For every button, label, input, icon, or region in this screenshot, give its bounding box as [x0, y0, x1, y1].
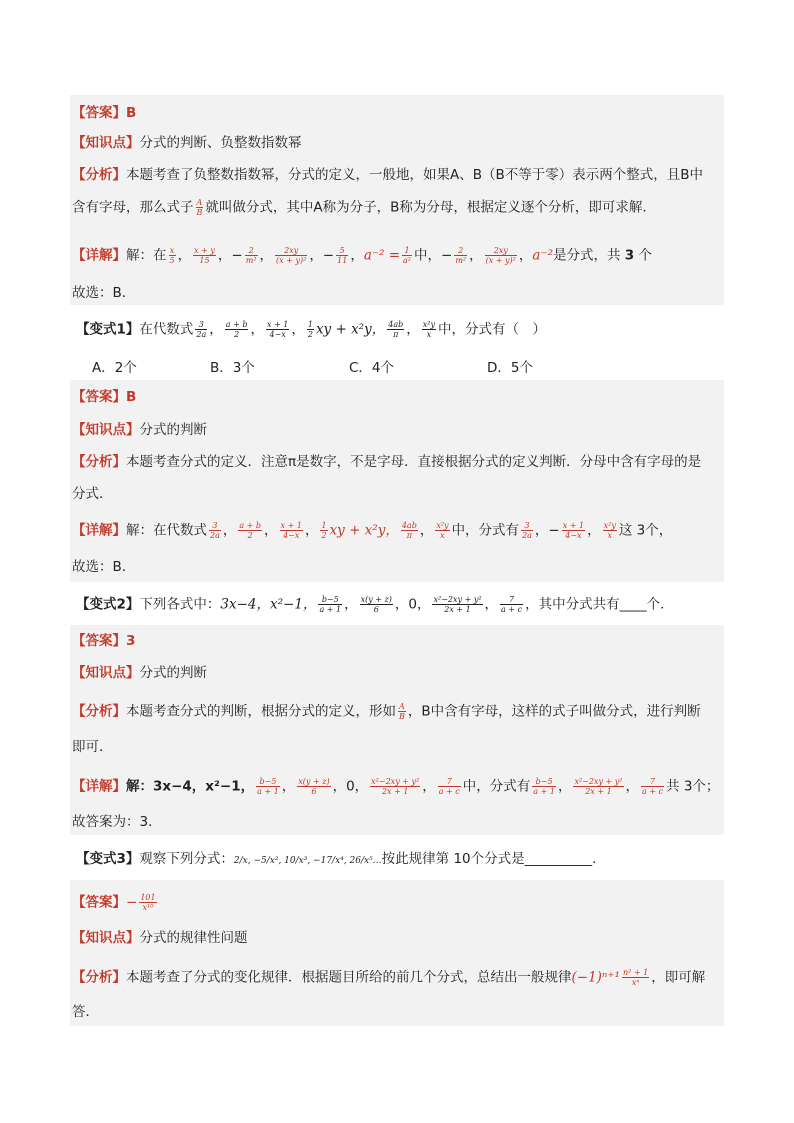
answer-line [72, 388, 136, 406]
denominator: a² [403, 256, 411, 265]
numerator: 2xy [275, 246, 307, 256]
analysis-text: 本题考查了分式的变化规律．根据题目所给的前几个分式，总结出一般规律 [126, 969, 572, 986]
analysis-line-2 [72, 485, 113, 503]
conclusion-line [72, 813, 162, 831]
kp-text: 分式的判断 [139, 665, 207, 681]
numerator: 3 [209, 521, 221, 531]
fraction [485, 246, 517, 265]
kp-tag: 【知识点】 [72, 665, 140, 681]
analysis-line-1 [72, 453, 701, 471]
fraction [209, 521, 221, 540]
answer-block-3 [70, 625, 724, 835]
conclusion-text: 故选：B． [72, 559, 136, 575]
fraction [245, 246, 258, 265]
kp-tag: 【知识点】 [72, 930, 140, 946]
fraction [238, 521, 262, 540]
variant-2-question: 【变式2】下列各式中：3x−4，x²−1， $\frac{b-5}{a + 1}$ ， $\frac{x(y + z)}{6}$ ，0， $\frac{\text{x²−2xy + y²}}{2x + 1}$ ， $\frac{7}{a + c}$ ，其中分式共有____个． [76, 595, 674, 614]
denominator: a + c [438, 787, 460, 796]
detail-text: 中，分式有 [451, 522, 520, 539]
analysis-line-1 [72, 968, 705, 987]
denominator: a + c [501, 605, 523, 614]
variant-1-question: 【变式1】在代数式 $\frac{3}{2a}$ ， $\frac{a + b}{2}$ ， $\frac{x + 1}{4-x}$ ， $\frac{1}{2}$ xy + x²y， $\frac{4ab}{\pi}$ ， $\frac{\text{x²y}}{x}$ 中，分式有（ ） [76, 320, 546, 339]
denominator: B [399, 712, 405, 721]
detail-tag: 【详解】 [72, 778, 126, 795]
denominator: m² [245, 256, 257, 265]
fraction [225, 320, 249, 339]
numerator: b−5 [318, 595, 342, 605]
numerator: 3 [521, 521, 533, 531]
variant-tag: 【变式3】 [76, 851, 140, 867]
numerator: A [399, 702, 405, 711]
fraction [195, 320, 207, 339]
denominator: m² [455, 256, 467, 265]
denominator: 2x + 1 [381, 787, 409, 796]
detail-text: 是分式，共 [552, 247, 621, 264]
denominator: π [406, 531, 412, 540]
conclusion-line [72, 284, 135, 302]
numerator: a + b [239, 521, 262, 530]
fraction [521, 521, 533, 540]
denominator: 15 [199, 256, 210, 265]
fraction [603, 521, 617, 540]
numerator: 3 [195, 320, 207, 330]
fraction [573, 777, 623, 796]
fraction [193, 246, 216, 265]
detail-tag: 【详解】 [72, 522, 126, 539]
denominator: a + c [642, 787, 664, 796]
analysis-text: 本题考查分式的定义．注意π是数字，不是字母．直接根据分式的定义判断．分母中含有字母的是 [126, 454, 702, 470]
analysis-tag: 【分析】 [72, 167, 126, 183]
answer-sign: − [126, 894, 138, 911]
fraction [266, 320, 289, 339]
analysis-text: 分式． [72, 486, 113, 502]
numerator: x²−2xy + y² [433, 595, 482, 604]
denominator: π [393, 330, 399, 339]
fraction [532, 777, 556, 796]
denominator: (x + y)² [485, 256, 516, 265]
numerator: b−5 [532, 777, 556, 787]
analysis-text: 就叫做分式，其中A称为分子，B称为分母，根据定义逐个分析，即可求解． [205, 199, 656, 216]
detail-text: 中，分式有 [462, 778, 531, 795]
knowledge-point-line [72, 664, 207, 682]
analysis-line-1 [72, 702, 701, 721]
detail-text: 中， [414, 247, 441, 264]
fraction [432, 595, 482, 614]
fraction [438, 777, 461, 796]
answer-value: B [126, 389, 137, 405]
denominator: a + 1 [533, 787, 555, 796]
analysis-text: ，B中含有字母，这样的式子叫做分式，进行判断 [407, 703, 701, 720]
analysis-line-2 [72, 198, 656, 217]
variant-3-question [76, 850, 606, 870]
analysis-line-1 [72, 166, 703, 184]
fraction [398, 702, 406, 721]
numerator: 2 [245, 246, 258, 256]
denominator: x [440, 531, 445, 540]
option-c[interactable]: C．4个 [349, 360, 395, 376]
question-text: ，其中分式共有____个． [525, 596, 674, 613]
detail-text: 解：在 [126, 247, 167, 264]
detail-text: 共 3个； [666, 778, 720, 795]
numerator: x²−2xy + y² [371, 777, 420, 786]
answer-fraction [139, 893, 156, 912]
numerator: x + 1 [562, 521, 585, 530]
math-expr: (−1)ⁿ⁺¹ [571, 969, 620, 986]
detail-text: 解：3x−4，x²−1， [126, 778, 255, 795]
kp-tag: 【知识点】 [72, 422, 140, 438]
denominator: x [426, 330, 432, 339]
analysis-text: ，即可解 [651, 969, 706, 986]
math-expr: a⁻² [532, 247, 553, 264]
denominator: a + 1 [257, 787, 279, 796]
conclusion-text: 故选：B． [72, 285, 136, 301]
question-text: 下列各式中： [139, 596, 221, 613]
numerator: 1 [402, 246, 412, 256]
fraction [297, 777, 330, 796]
denominator: 4−x [283, 531, 300, 540]
knowledge-point-line [72, 929, 248, 947]
detail-tag: 【详解】 [72, 247, 126, 264]
math-expr: xy + x²y， [315, 321, 386, 338]
knowledge-point-line [72, 134, 302, 152]
denominator: 4−x [565, 531, 582, 540]
denominator: 6 [373, 605, 379, 614]
fraction [402, 246, 412, 265]
fraction [307, 320, 314, 339]
question-text: 观察下列分式： [139, 851, 234, 867]
denominator: B [196, 208, 203, 217]
denominator: 2a [196, 330, 207, 339]
math-expr: 0， [346, 778, 369, 795]
answer-block-4 [70, 880, 724, 1026]
answer-line [72, 632, 135, 650]
detail-line: 【详解】解：在 $\frac{x}{5}$ ， $\frac{x + y}{15}$ ，− $\frac{2}{\text{m²}}$ ， $\frac{2xy}{\text{(x + y)²}}$ ，− $\frac{5}{11}$ ，a⁻² = $\frac{1}{\text{a²}}$ 中，− $\frac{2}{\text{m²}}$ ， $\frac{2xy}{\text{(x + y)²}}$ ，a⁻²是分式，共 3 个 [72, 246, 652, 265]
numerator: x²y [603, 521, 616, 530]
denominator: 2x + 1 [444, 605, 471, 614]
numerator: x + y [194, 246, 215, 255]
numerator: x(y + z) [360, 595, 392, 604]
fraction [370, 777, 420, 796]
answer-block-2 [70, 380, 724, 582]
numerator: 7 [500, 595, 523, 605]
answer-line [72, 104, 136, 122]
option-b[interactable]: B．3个 [210, 360, 255, 376]
denominator: x [607, 531, 612, 540]
analysis-line-2 [72, 1003, 99, 1021]
numerator: x + 1 [280, 521, 302, 530]
math-expr: 0， [408, 596, 431, 613]
numerator: 1 [307, 320, 313, 329]
kp-text: 分式的判断、负整数指数幂 [139, 135, 302, 151]
fraction [435, 521, 449, 540]
numerator: n² + 1 [622, 968, 649, 977]
fraction [336, 246, 348, 265]
numerator: 2 [454, 246, 467, 256]
denominator: 5 [169, 256, 175, 265]
math-expr: 3x−4， [220, 596, 271, 613]
fraction [562, 521, 585, 540]
numerator: x²y [422, 320, 435, 329]
denominator: 2 [247, 531, 253, 540]
question-text: 在代数式 [139, 321, 194, 338]
fraction [422, 320, 436, 339]
answer-tag: 【答案】 [72, 633, 126, 649]
math-expr: a⁻² = [363, 247, 401, 264]
fraction [360, 595, 393, 614]
denominator: 2 [307, 330, 313, 339]
denominator: 2x + 1 [585, 787, 612, 796]
variant-tag: 【变式2】 [76, 596, 140, 613]
numerator: 7 [438, 777, 461, 787]
math-expr: x²−1， [270, 596, 317, 613]
analysis-text: 含有字母，那么式子 [72, 199, 194, 216]
answer-value: B [126, 105, 137, 121]
detail-text: 解：在代数式 [126, 522, 207, 539]
question-text: 中，分式有（ ） [437, 321, 546, 338]
numerator: x²−2xy + y² [574, 777, 623, 786]
denominator: 2 [234, 330, 240, 339]
numerator: x(y + z) [298, 777, 330, 786]
denominator: xⁿ [631, 978, 640, 987]
conclusion-line [72, 558, 135, 576]
analysis-text: 本题考查分式的判断，根据分式的定义，形如 [126, 703, 396, 720]
denominator: (x + y)² [276, 256, 307, 265]
denominator: 11 [337, 256, 348, 265]
fraction [320, 521, 327, 540]
knowledge-point-line [72, 421, 207, 439]
analysis-text: 本题考查了负整数指数幂，分式的定义，一般地，如果A、B（B不等于零）表示两个整式，且B中 [126, 167, 704, 183]
numerator: x [169, 246, 175, 255]
numerator: b−5 [256, 777, 280, 787]
numerator: 7 [641, 777, 664, 787]
fraction [256, 777, 280, 796]
analysis-tag: 【分析】 [72, 703, 126, 720]
detail-line: 【详解】解：3x−4，x²−1， $\frac{b-5}{a + 1}$ ， $\frac{x(y + z)}{6}$ ，0， $\frac{\text{x²−2xy + y²}}{2x + 1}$ ， $\frac{7}{a + c}$ 中，分式有 $\frac{b-5}{a + 1}$ ， $\frac{\text{x²−2xy + y²}}{2x + 1}$ ， $\frac{7}{a + c}$ 共 3个； [72, 777, 720, 796]
numerator: 4ab [401, 521, 417, 530]
fraction [275, 246, 307, 265]
numerator: 2xy [485, 246, 517, 256]
answer-tag: 【答案】 [72, 894, 126, 911]
answer-tag: 【答案】 [72, 105, 126, 121]
option-d[interactable]: D．5个 [487, 360, 533, 376]
numerator: 101 [140, 893, 156, 902]
numerator: 5 [336, 246, 348, 256]
fraction [622, 968, 649, 987]
denominator: 4−x [269, 330, 286, 339]
kp-text: 分式的判断 [139, 422, 207, 438]
fraction [169, 246, 176, 265]
numerator: A [196, 198, 203, 207]
math-expr: xy + x²y， [329, 522, 399, 539]
answer-value: 3 [126, 633, 136, 649]
sequence-expr: 2/x, −5/x², 10/x³, −17/x⁴, 26/x⁵… [233, 856, 382, 866]
denominator: 6 [311, 787, 317, 796]
fraction [318, 595, 342, 614]
kp-text: 分式的规律性问题 [139, 930, 248, 946]
option-a[interactable]: A．2个 [92, 360, 137, 376]
numerator: a + b [225, 320, 248, 329]
analysis-line-2 [72, 738, 113, 756]
analysis-tag: 【分析】 [72, 969, 126, 986]
fraction [454, 246, 467, 265]
conclusion-text: 故答案为：3． [72, 814, 162, 830]
denominator: x¹⁰ [142, 903, 154, 912]
numerator: x + 1 [266, 320, 289, 329]
analysis-tag: 【分析】 [72, 454, 126, 470]
question-text: 按此规律第 10个分式是__________． [381, 851, 606, 867]
numerator: x²y [436, 521, 449, 530]
fraction [196, 198, 204, 217]
fraction [280, 521, 303, 540]
fraction [641, 777, 664, 796]
numerator: 1 [321, 521, 327, 530]
count-value: 3 [624, 247, 635, 264]
denominator: 2a [522, 531, 532, 540]
analysis-text: 即可． [72, 739, 113, 755]
variant-tag: 【变式1】 [76, 321, 140, 338]
answer-line [72, 893, 159, 912]
denominator: 2 [321, 531, 327, 540]
detail-line: 【详解】解：在代数式 $\frac{3}{2a}$ ， $\frac{a + b}{2}$ ， $\frac{x + 1}{4-x}$ ， $\frac{1}{2}$ xy + x²y， $\frac{4ab}{\pi}$ ， $\frac{\text{x²y}}{x}$ 中，分式有 $\frac{3}{2a}$ ，− $\frac{x + 1}{4-x}$ ， $\frac{\text{x²y}}{x}$ 这 3个， [72, 521, 673, 540]
denominator: a + 1 [319, 605, 342, 614]
detail-text: 这 3个， [618, 522, 673, 539]
detail-text: 个 [638, 247, 652, 264]
fraction [387, 320, 404, 339]
analysis-text: 答． [72, 1004, 99, 1020]
numerator: 4ab [388, 320, 404, 329]
kp-tag: 【知识点】 [72, 135, 140, 151]
fraction [401, 521, 418, 540]
fraction [500, 595, 523, 614]
denominator: 2a [210, 531, 220, 540]
answer-tag: 【答案】 [72, 389, 126, 405]
